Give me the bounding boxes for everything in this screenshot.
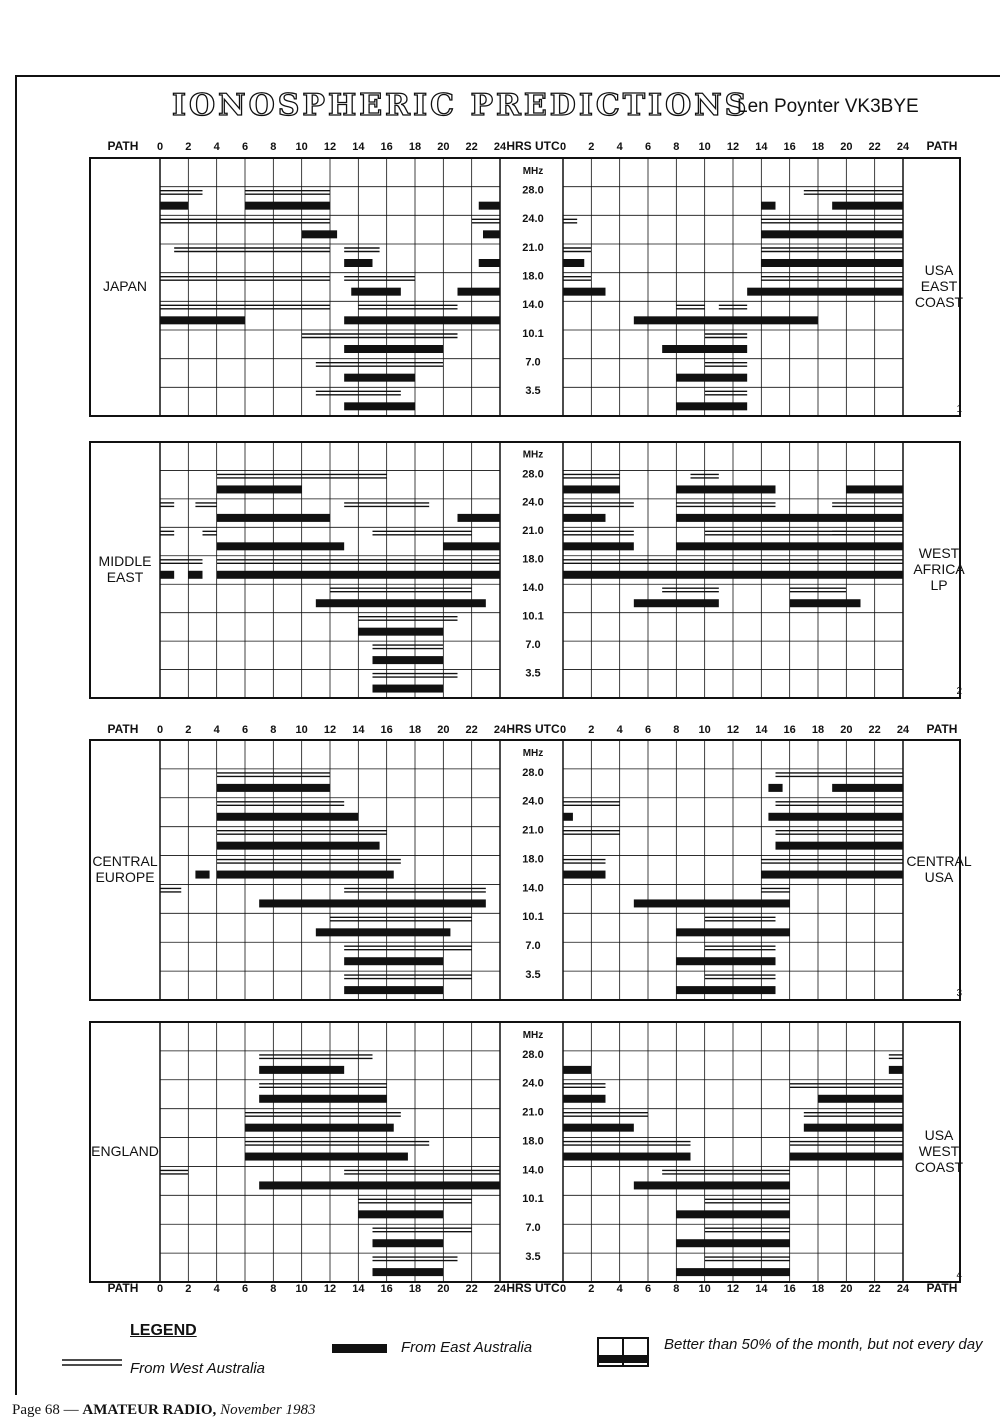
path-header-top-hour-right-2: 2 [588, 141, 595, 153]
panel-4-freq-label-10.1: 10.1 [522, 1193, 544, 1206]
panel-2-left-7.0-east-0 [373, 656, 444, 664]
panel-2-right-28.0-east-0 [563, 485, 620, 493]
panel-2-mhz-label: MHz [522, 449, 544, 461]
panel-1-freq-label-3.5: 3.5 [525, 385, 541, 398]
path-header-mid-hour-left-20: 20 [437, 724, 450, 736]
panel-1-left-3.5-east-0 [344, 402, 415, 410]
path-header-top-path-left: PATH [107, 139, 139, 153]
panel-2-freq-label-24.0: 24.0 [522, 496, 544, 509]
panel-3-right-28.0-east-0 [768, 784, 782, 792]
panel-1-left-21.0-east-1 [479, 259, 500, 267]
panel-2-right-24.0-east-1 [676, 514, 903, 522]
panel-4-freq-label-28.0: 28.0 [522, 1048, 544, 1061]
panel-4-freq-label-18.0: 18.0 [522, 1135, 544, 1148]
panel-3-left-7.0-east-0 [344, 957, 443, 965]
legend-partial-swatch [597, 1337, 649, 1367]
panel-2-left-14.0-east-0 [316, 599, 486, 607]
panel-3-freq-label-18.0: 18.0 [522, 853, 544, 866]
panel-4-border [90, 1022, 960, 1282]
legend-west-text: From West Australia [130, 1360, 266, 1377]
panel-2-right-21.0-east-0 [563, 542, 634, 550]
path-header-top-hour-right-14: 14 [755, 141, 768, 153]
panel-2-right-18.0-east-0 [563, 571, 903, 579]
path-header-top-hour-right-10: 10 [698, 141, 711, 153]
legend-east-text: From East Australia [401, 1339, 533, 1356]
path-header-top-hour-left-14: 14 [352, 141, 365, 153]
panel-3-right-7.0-east-0 [676, 957, 775, 965]
panel-4-right-path-line-0: USA [924, 1127, 954, 1143]
path-header-mid-hour-left-10: 10 [295, 724, 308, 736]
path-header-bottom-hour-left-16: 16 [380, 1283, 393, 1295]
panel-3-left-14.0-east-0 [259, 899, 486, 907]
path-header-top-hour-left-18: 18 [408, 141, 422, 153]
panel-1-left-18.0-east-0 [351, 288, 401, 296]
panel-3-right-24.0-east-0 [563, 813, 573, 821]
panel-1-freq-label-28.0: 28.0 [522, 184, 544, 197]
path-header-bottom-path-left: PATH [107, 1281, 139, 1295]
path-header-mid-hour-left-16: 16 [380, 724, 393, 736]
panel-3-right-24.0-east-1 [768, 813, 903, 821]
path-header-top-hour-left-20: 20 [437, 141, 450, 153]
panel-3-freq-label-21.0: 21.0 [522, 824, 544, 837]
path-header-mid-hour-left-22: 22 [465, 724, 478, 736]
panel-2-left-24.0-east-0 [217, 514, 330, 522]
panel-4-left-18.0-east-0 [245, 1153, 408, 1161]
panel-4-number: 4 [956, 1270, 962, 1281]
path-header-top-hour-left-8: 8 [270, 141, 277, 153]
panel-1-border [90, 158, 960, 416]
path-header-top-hour-left-24: 24 [493, 141, 507, 153]
path-header-top-path-right: PATH [926, 139, 958, 153]
path-header-bottom-hour-left-22: 22 [465, 1283, 478, 1295]
panel-3-right-10.1-east-0 [676, 928, 789, 936]
panel-3-freq-label-24.0: 24.0 [522, 795, 544, 808]
panel-1-right-18.0-east-1 [747, 288, 903, 296]
path-header-mid-path-right: PATH [926, 722, 958, 736]
panel-4-left-28.0-east-0 [259, 1066, 344, 1074]
path-header-mid-hour-right-6: 6 [644, 724, 652, 736]
panel-2-left-18.0-east-1 [188, 571, 202, 579]
path-header-top-hour-left-4: 4 [213, 141, 220, 153]
panel-3-freq-label-28.0: 28.0 [522, 766, 544, 779]
panel-1-right-path-line-0: USA [924, 262, 954, 278]
path-header-top-hour-right-22: 22 [868, 141, 881, 153]
panel-2-left-path-line-0: MIDDLE [98, 553, 152, 569]
path-header-top-hour-right-0: 0 [559, 141, 567, 153]
panel-1-right-14.0-east-1 [733, 316, 818, 324]
panel-4-right-18.0-east-0 [563, 1153, 691, 1161]
path-header-bottom-hour-left-8: 8 [270, 1283, 277, 1295]
path-header-mid-hour-right-0: 0 [559, 724, 567, 736]
path-header-mid-hour-right-24: 24 [896, 724, 910, 736]
panel-4-right-14.0-east-0 [634, 1181, 790, 1189]
panel-3-right-14.0-east-0 [634, 899, 790, 907]
panel-3-left-path-line-0: CENTRAL [92, 853, 158, 869]
panel-1-left-7.0-east-0 [344, 374, 415, 382]
path-header-bottom-hour-right-24: 24 [896, 1283, 910, 1295]
panel-4-left-21.0-east-0 [245, 1124, 394, 1132]
panel-1-left-28.0-east-2 [479, 202, 500, 210]
panel-1-left-14.0-east-0 [160, 316, 245, 324]
path-header-bottom-hour-left-6: 6 [241, 1283, 249, 1295]
path-header-bottom-hour-left-14: 14 [352, 1283, 365, 1295]
panel-4-right-7.0-east-0 [676, 1239, 789, 1247]
panel-1-freq-label-21.0: 21.0 [522, 241, 544, 254]
path-header-bottom-hour-left-20: 20 [437, 1283, 450, 1295]
path-header-bottom-path-right: PATH [926, 1281, 958, 1295]
path-header-mid-hour-right-2: 2 [588, 724, 595, 736]
legend-title: LEGEND [130, 1322, 197, 1339]
panel-1-number: 1 [956, 404, 962, 415]
panel-2-left-24.0-east-1 [458, 514, 501, 522]
panel-1-freq-label-10.1: 10.1 [522, 327, 544, 340]
path-header-bottom-hour-left-10: 10 [295, 1283, 308, 1295]
path-header-bottom-hour-right-18: 18 [811, 1283, 825, 1295]
panel-4-right-path-line-2: COAST [914, 1159, 964, 1175]
panel-1-left-18.0-east-1 [458, 288, 501, 296]
path-header-bottom-hour-left-4: 4 [213, 1283, 220, 1295]
path-header-mid-hour-left-18: 18 [408, 724, 422, 736]
panel-3-border [90, 740, 960, 1000]
panel-1-left-28.0-east-1 [245, 202, 330, 210]
path-header-top-hour-right-8: 8 [673, 141, 680, 153]
path-header-bottom-hour-right-8: 8 [673, 1283, 680, 1295]
panel-3-right-18.0-east-0 [563, 871, 606, 879]
panel-4-right-28.0-east-0 [563, 1066, 591, 1074]
footer-date: November 1983 [220, 1402, 316, 1418]
path-header-bottom-hour-left-24: 24 [493, 1283, 507, 1295]
panel-1-right-21.0-east-1 [761, 259, 903, 267]
panel-3-right-28.0-east-1 [832, 784, 903, 792]
panel-1-right-14.0-east-0 [634, 316, 733, 324]
panel-4-right-18.0-east-1 [790, 1153, 903, 1161]
path-header-bottom-hour-right-2: 2 [588, 1283, 595, 1295]
path-header-mid-hrs-utc: HRS UTC [506, 722, 560, 736]
panel-3-freq-label-10.1: 10.1 [522, 911, 544, 924]
panel-3-right-3.5-east-0 [676, 986, 775, 994]
panel-3-left-24.0-east-0 [217, 813, 359, 821]
panel-4-freq-label-3.5: 3.5 [525, 1251, 541, 1263]
path-header-mid-hour-right-16: 16 [783, 724, 796, 736]
panel-2-left-21.0-east-1 [443, 542, 500, 550]
panel-2-right-path-line-1: AFRICA [913, 561, 965, 577]
panel-1-right-18.0-east-0 [563, 288, 606, 296]
path-header-top-hour-right-6: 6 [644, 141, 652, 153]
path-header-top-hour-left-22: 22 [465, 141, 478, 153]
panel-3-freq-label-3.5: 3.5 [525, 969, 541, 981]
path-header-bottom-hour-right-0: 0 [559, 1283, 567, 1295]
path-header-mid-hour-right-18: 18 [811, 724, 825, 736]
panel-4-right-3.5-east-0 [676, 1268, 789, 1276]
legend-west-swatch [62, 1358, 122, 1368]
panel-2-left-21.0-east-0 [217, 542, 345, 550]
path-header-mid-path-left: PATH [107, 722, 139, 736]
path-header-bottom-hour-left-2: 2 [185, 1283, 192, 1295]
path-header-bottom-hour-left-0: 0 [156, 1283, 164, 1295]
panel-3-left-18.0-east-0 [195, 871, 209, 879]
path-header-mid-hour-right-4: 4 [616, 724, 623, 736]
path-header-mid-hour-left-24: 24 [493, 724, 507, 736]
panel-4-freq-label-21.0: 21.0 [522, 1106, 544, 1119]
panel-2-border [90, 442, 960, 698]
panel-1-left-24.0-east-1 [483, 230, 500, 238]
panel-2-right-path-line-2: LP [930, 577, 948, 593]
panel-1-right-7.0-east-0 [676, 374, 747, 382]
panel-4-right-24.0-east-0 [563, 1095, 606, 1103]
footer-page: Page 68 — [12, 1402, 79, 1418]
panel-1-freq-label-14.0: 14.0 [522, 299, 544, 312]
path-header-top-hour-left-2: 2 [185, 141, 192, 153]
panel-4-freq-label-24.0: 24.0 [522, 1077, 544, 1090]
panel-3-left-path-line-1: EUROPE [95, 869, 155, 885]
panel-3-left-21.0-east-0 [217, 842, 380, 850]
panel-2-left-18.0-east-0 [160, 571, 174, 579]
panel-2-freq-label-18.0: 18.0 [522, 553, 544, 566]
path-header-bottom-hrs-utc: HRS UTC [506, 1281, 560, 1295]
panel-1-left-21.0-east-0 [344, 259, 372, 267]
path-header-mid-hour-left-2: 2 [185, 724, 192, 736]
author: Len Poynter VK3BYE [737, 96, 919, 117]
path-header-bottom-hour-right-14: 14 [755, 1283, 768, 1295]
panel-2-freq-label-10.1: 10.1 [522, 610, 544, 623]
panel-3-left-28.0-east-0 [217, 784, 330, 792]
panel-1-right-21.0-east-0 [563, 259, 584, 267]
path-header-top-hour-left-10: 10 [295, 141, 308, 153]
panel-4-left-7.0-east-0 [373, 1239, 444, 1247]
panel-2-left-10.1-east-0 [358, 628, 443, 636]
panel-2-freq-label-14.0: 14.0 [522, 582, 544, 595]
path-header-top-hour-right-20: 20 [840, 141, 853, 153]
panel-2-right-14.0-east-0 [634, 599, 719, 607]
path-header-bottom-hour-right-6: 6 [644, 1283, 652, 1295]
path-header-top-hour-right-4: 4 [616, 141, 623, 153]
path-header-bottom-hour-right-12: 12 [726, 1283, 740, 1295]
panel-4-left-24.0-east-0 [259, 1095, 387, 1103]
path-header-top-hour-right-18: 18 [811, 141, 825, 153]
page-footer [12, 1402, 315, 1419]
panel-1-left-24.0-east-0 [302, 230, 337, 238]
panel-4-right-21.0-east-0 [563, 1124, 634, 1132]
path-header-mid-hour-right-8: 8 [673, 724, 680, 736]
panel-3-right-path-line-0: CENTRAL [906, 853, 972, 869]
panel-1-right-path-line-1: EAST [920, 278, 958, 294]
panel-1-freq-label-18.0: 18.0 [522, 270, 544, 283]
path-header-mid-hour-right-10: 10 [698, 724, 711, 736]
panel-3-number: 3 [956, 988, 962, 999]
panel-3-left-3.5-east-0 [344, 986, 443, 994]
path-header-mid-hour-right-22: 22 [868, 724, 881, 736]
panel-1-freq-label-24.0: 24.0 [522, 213, 544, 226]
panel-2-right-14.0-east-1 [790, 599, 861, 607]
path-header-top-hour-right-16: 16 [783, 141, 796, 153]
panel-4-right-21.0-east-1 [804, 1124, 903, 1132]
panel-2-freq-label-3.5: 3.5 [525, 667, 541, 680]
legend-east-swatch [332, 1344, 387, 1353]
path-header-bottom-hour-right-22: 22 [868, 1283, 881, 1295]
panel-2-left-3.5-east-0 [373, 685, 444, 693]
path-header-top-hour-left-12: 12 [323, 141, 337, 153]
path-header-top-hour-left-0: 0 [156, 141, 164, 153]
panel-1-left-14.0-east-1 [344, 316, 500, 324]
page-title: IONOSPHERIC PREDICTIONS [172, 88, 750, 123]
panel-2-freq-label-28.0: 28.0 [522, 468, 544, 481]
path-header-top-hrs-utc: HRS UTC [506, 139, 560, 153]
path-header-bottom-hour-right-20: 20 [840, 1283, 853, 1295]
panel-2-right-28.0-east-1 [676, 485, 775, 493]
panel-2-freq-label-7.0: 7.0 [525, 638, 541, 651]
panel-3-left-10.1-east-0 [316, 928, 451, 936]
panel-2-left-18.0-east-2 [217, 571, 500, 579]
path-header-bottom-hour-right-4: 4 [616, 1283, 623, 1295]
panel-4-right-path-line-1: WEST [918, 1143, 960, 1159]
path-header-mid-hour-right-14: 14 [755, 724, 768, 736]
panel-2-right-28.0-east-2 [846, 485, 903, 493]
panel-4-left-14.0-east-0 [259, 1181, 500, 1189]
panel-1-right-path-line-2: COAST [914, 294, 964, 310]
panel-4-mhz-label: MHz [522, 1029, 544, 1041]
panel-3-freq-label-14.0: 14.0 [522, 882, 544, 895]
panel-2-left-path-line-1: EAST [106, 569, 144, 585]
path-header-mid-hour-left-0: 0 [156, 724, 164, 736]
panel-1-mhz-label: MHz [522, 165, 544, 177]
footer-publication: AMATEUR RADIO, [82, 1402, 217, 1418]
panel-2-right-21.0-east-1 [676, 542, 903, 550]
panel-1-left-28.0-east-0 [160, 202, 188, 210]
panel-3-mhz-label: MHz [522, 747, 544, 759]
panel-4-right-10.1-east-0 [676, 1210, 789, 1218]
panel-4-freq-label-7.0: 7.0 [525, 1222, 541, 1235]
panel-4-left-3.5-east-0 [373, 1268, 444, 1276]
path-header-mid-hour-right-12: 12 [726, 724, 740, 736]
panel-2-number: 2 [956, 686, 962, 697]
panel-2-right-24.0-east-0 [563, 514, 606, 522]
panel-1-left-path-line-0: JAPAN [102, 278, 148, 294]
panel-4-left-10.1-east-0 [358, 1210, 443, 1218]
panel-4-right-24.0-east-1 [818, 1095, 903, 1103]
panel-1-right-28.0-east-1 [832, 202, 903, 210]
panel-4-left-path-line-0: ENGLAND [91, 1143, 159, 1159]
panel-1-left-10.1-east-0 [344, 345, 443, 353]
panel-1-right-10.1-east-0 [662, 345, 747, 353]
path-header-top-hour-left-6: 6 [241, 141, 249, 153]
path-header-mid-hour-left-14: 14 [352, 724, 365, 736]
panel-4-freq-label-14.0: 14.0 [522, 1164, 544, 1177]
path-header-bottom-hour-right-10: 10 [698, 1283, 711, 1295]
panel-3-right-18.0-east-1 [761, 871, 903, 879]
path-header-mid-hour-left-8: 8 [270, 724, 277, 736]
path-header-bottom-hour-left-18: 18 [408, 1283, 422, 1295]
panel-1-right-28.0-east-0 [761, 202, 775, 210]
panel-3-right-21.0-east-0 [776, 842, 904, 850]
panel-1-right-24.0-east-0 [761, 230, 903, 238]
path-header-mid-hour-left-4: 4 [213, 724, 220, 736]
panel-2-right-path-line-0: WEST [918, 545, 960, 561]
panel-1-freq-label-7.0: 7.0 [525, 356, 541, 369]
path-header-bottom-hour-left-12: 12 [323, 1283, 337, 1295]
panel-3-right-path-line-1: USA [924, 869, 954, 885]
panel-2-freq-label-21.0: 21.0 [522, 525, 544, 538]
path-header-mid-hour-left-6: 6 [241, 724, 249, 736]
panel-3-freq-label-7.0: 7.0 [525, 940, 541, 953]
panel-4-right-28.0-east-1 [889, 1066, 903, 1074]
path-header-top-hour-right-24: 24 [896, 141, 910, 153]
path-header-bottom-hour-right-16: 16 [783, 1283, 796, 1295]
path-header-mid-hour-right-20: 20 [840, 724, 853, 736]
legend-partial-text: Better than 50% of the month, but not every day [664, 1336, 983, 1353]
path-header-top-hour-left-16: 16 [380, 141, 393, 153]
panel-3-left-18.0-east-1 [217, 871, 394, 879]
panel-1-right-3.5-east-0 [676, 402, 747, 410]
path-header-mid-hour-left-12: 12 [323, 724, 337, 736]
path-header-top-hour-right-12: 12 [726, 141, 740, 153]
panel-2-left-28.0-east-0 [217, 485, 302, 493]
